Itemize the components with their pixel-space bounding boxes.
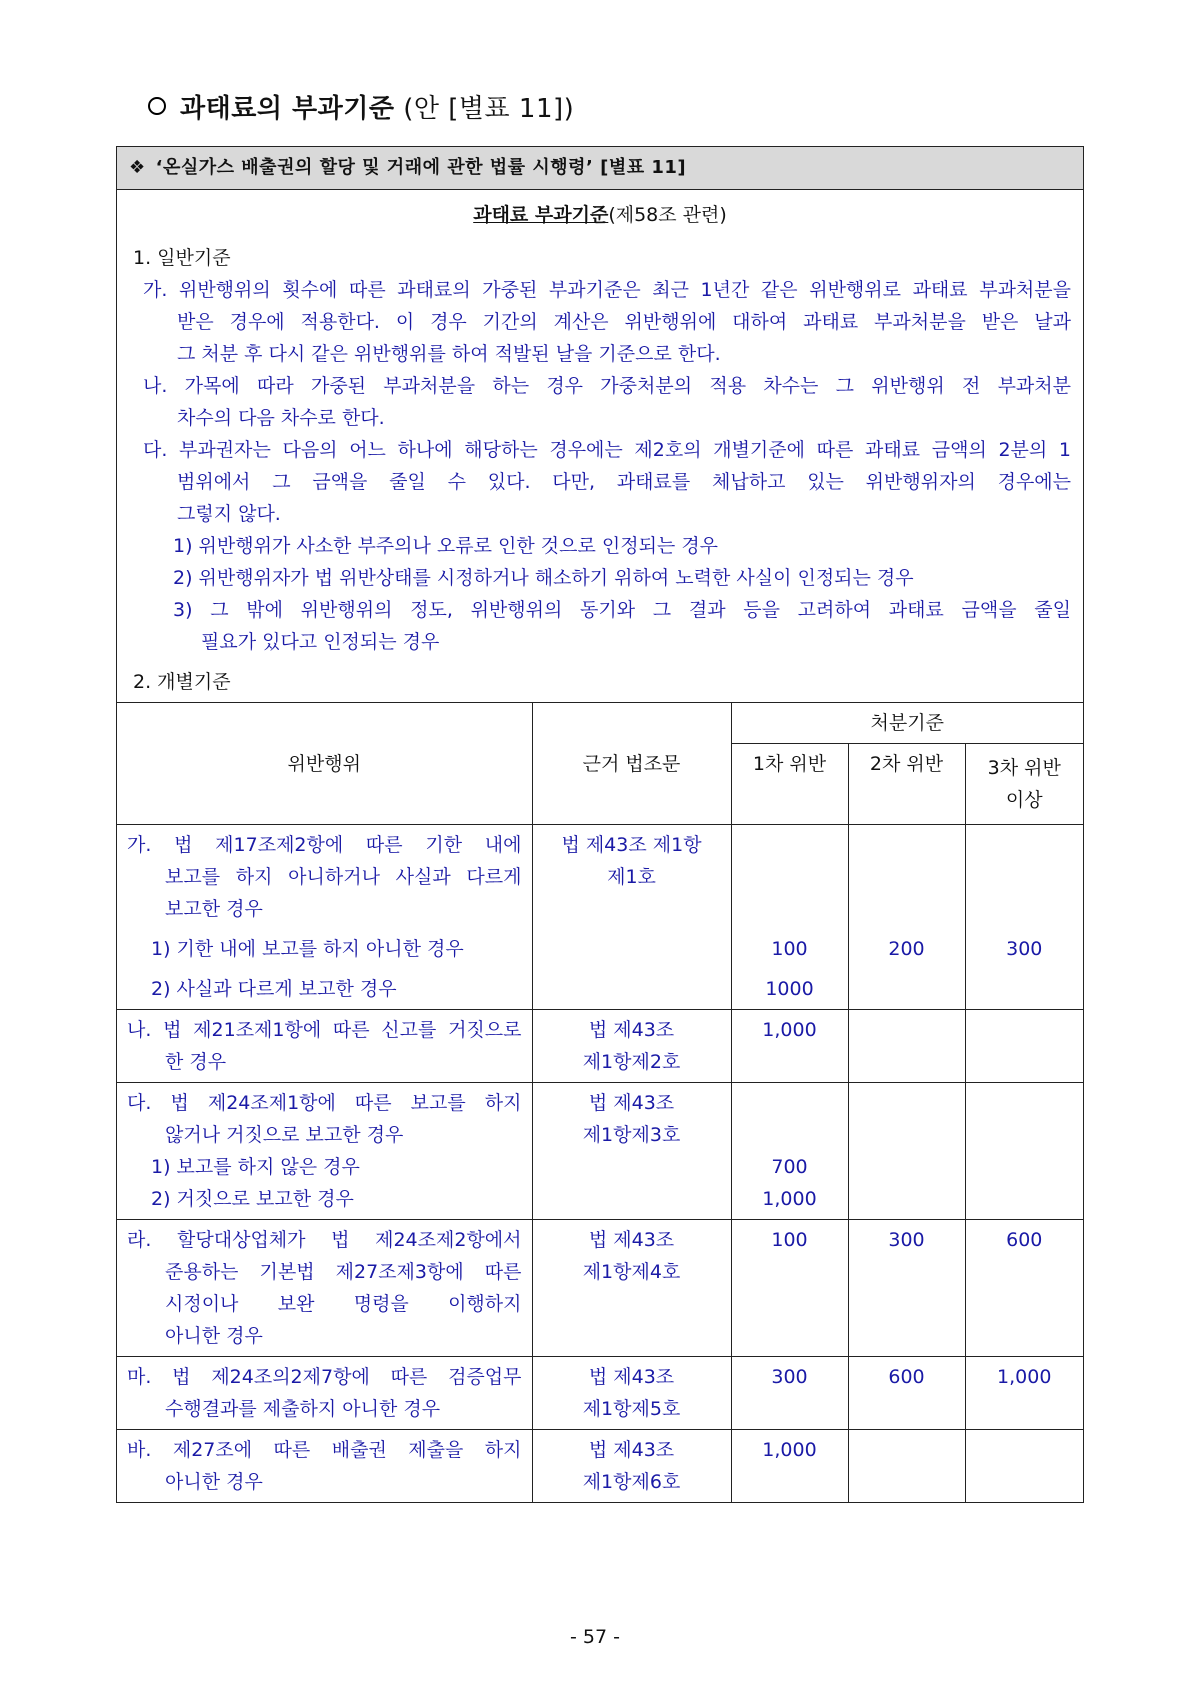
value: 1,000 bbox=[762, 1188, 817, 1210]
general-subitem bbox=[129, 594, 1071, 658]
table-row bbox=[117, 1083, 1083, 1220]
basis-line: 법 제43조 bbox=[588, 1092, 675, 1114]
regulation-box bbox=[116, 146, 1084, 1503]
basis-line: 제1항제5호 bbox=[582, 1398, 681, 1420]
first-cell: 1,000 bbox=[731, 1010, 848, 1083]
section-heading bbox=[148, 88, 574, 125]
table-row bbox=[117, 1220, 1083, 1357]
third-cell bbox=[965, 825, 1083, 1010]
second-cell: 600 bbox=[848, 1357, 965, 1430]
box-title: ‘온실가스 배출권의 할당 및 거래에 관한 법률 시행령’ [별표 11] bbox=[155, 157, 687, 178]
violation-line: 마. 법 제24조의2제7항에 따른 검증업무 bbox=[127, 1366, 522, 1388]
value: 300 bbox=[1006, 938, 1043, 960]
basis-line: 제1호 bbox=[607, 866, 656, 888]
general-subitem bbox=[129, 530, 1071, 562]
basis-cell bbox=[532, 1010, 731, 1083]
criteria-table bbox=[117, 702, 1083, 1502]
second-cell bbox=[848, 1430, 965, 1503]
general-criteria bbox=[117, 242, 1083, 698]
violation-line: 보고한 경우 bbox=[165, 898, 263, 920]
basis-line: 제1항제2호 bbox=[582, 1051, 681, 1073]
item-line: 나. 가목에 따라 가중된 부과처분을 하는 경우 가중처분의 적용 차수는 그 위반행위 전 부과처분 bbox=[143, 375, 1071, 397]
violation-line: 준용하는 기본법 제27조제3항에 따른 bbox=[165, 1261, 522, 1283]
item-line: 그 처분 후 다시 같은 위반행위를 하여 적발된 날을 기준으로 한다. bbox=[177, 343, 721, 365]
third-cell bbox=[965, 1430, 1083, 1503]
second-cell bbox=[848, 1010, 965, 1083]
table-row bbox=[117, 825, 1083, 1010]
subitem-line: 3) 그 밖에 위반행위의 정도, 위반행위의 동기와 그 결과 등을 고려하여 과태료 금액을 줄일 bbox=[173, 599, 1071, 621]
circle-bullet-icon bbox=[148, 97, 166, 115]
table-row bbox=[117, 1010, 1083, 1083]
general-item bbox=[129, 274, 1071, 370]
second-cell bbox=[848, 825, 965, 1010]
basis-line: 법 제43조 bbox=[588, 1439, 675, 1461]
violation-sub: 2) 거짓으로 보고한 경우 bbox=[151, 1188, 354, 1210]
subtitle-ref: (제58조 관련) bbox=[608, 204, 727, 226]
violation-cell bbox=[117, 1010, 532, 1083]
heading-rest: (안 [별표 11]) bbox=[403, 94, 575, 124]
violation-sub: 1) 기한 내에 보고를 하지 아니한 경우 bbox=[151, 938, 464, 960]
basis-line: 제1항제3호 bbox=[582, 1124, 681, 1146]
general-item bbox=[129, 370, 1071, 434]
subitem-line: 1) 위반행위가 사소한 부주의나 오류로 인한 것으로 인정되는 경우 bbox=[173, 535, 719, 557]
third-cell bbox=[965, 1010, 1083, 1083]
table-header-row bbox=[117, 703, 1083, 744]
violation-line: 가. 법 제17조제2항에 따른 기한 내에 bbox=[127, 834, 522, 856]
first-cell bbox=[731, 1083, 848, 1220]
violation-line: 보고를 하지 아니하거나 사실과 다르게 bbox=[165, 866, 522, 888]
second-cell: 300 bbox=[848, 1220, 965, 1357]
violation-cell bbox=[117, 825, 532, 1010]
violation-cell bbox=[117, 1083, 532, 1220]
table-row bbox=[117, 1357, 1083, 1430]
box-title-bar bbox=[117, 147, 1083, 190]
item-line: 차수의 다음 차수로 한다. bbox=[177, 407, 385, 429]
value: 1000 bbox=[765, 978, 814, 1000]
first-cell: 1,000 bbox=[731, 1430, 848, 1503]
header-criteria: 처분기준 bbox=[731, 703, 1083, 744]
violation-cell bbox=[117, 1357, 532, 1430]
basis-line: 법 제43조 bbox=[588, 1229, 675, 1251]
document-subtitle bbox=[117, 200, 1083, 232]
item-line: 범위에서 그 금액을 줄일 수 있다. 다만, 과태료를 체납하고 있는 위반행위자의 경우에는 bbox=[177, 471, 1071, 493]
third-cell bbox=[965, 1083, 1083, 1220]
basis-cell bbox=[532, 1220, 731, 1357]
general-header: 1. 일반기준 bbox=[133, 247, 231, 269]
violation-line: 시정이나 보완 명령을 이행하지 bbox=[165, 1293, 522, 1315]
diamond-bullet-icon: ❖ bbox=[129, 157, 146, 178]
violation-line: 바. 제27조에 따른 배출권 제출을 하지 bbox=[127, 1439, 522, 1461]
first-cell: 100 bbox=[731, 1220, 848, 1357]
item-line: 그렇지 않다. bbox=[177, 503, 281, 525]
third-cell: 1,000 bbox=[965, 1357, 1083, 1430]
item-line: 가. 위반행위의 횟수에 따른 과태료의 가중된 부과기준은 최근 1년간 같은 위반행위로 과태료 부과처분을 bbox=[143, 279, 1071, 301]
violation-sub: 1) 보고를 하지 않은 경우 bbox=[151, 1156, 360, 1178]
item-line: 다. 부과권자는 다음의 어느 하나에 해당하는 경우에는 제2호의 개별기준에 따른 과태료 금액의 2분의 1 bbox=[143, 439, 1071, 461]
header-second: 2차 위반 bbox=[848, 744, 965, 825]
basis-cell bbox=[532, 1430, 731, 1503]
individual-header: 2. 개별기준 bbox=[133, 671, 231, 693]
value: 700 bbox=[771, 1156, 808, 1178]
basis-line: 법 제43조 제1항 bbox=[561, 834, 702, 856]
violation-line: 않거나 거짓으로 보고한 경우 bbox=[165, 1124, 404, 1146]
violation-line: 다. 법 제24조제1항에 따른 보고를 하지 bbox=[127, 1092, 522, 1114]
first-cell bbox=[731, 825, 848, 1010]
page-number: - 57 - bbox=[570, 1626, 620, 1648]
violation-line: 라. 할당대상업체가 법 제24조제2항에서 bbox=[127, 1229, 522, 1251]
violation-line: 나. 법 제21조제1항에 따른 신고를 거짓으로 bbox=[127, 1019, 522, 1041]
third-cell: 600 bbox=[965, 1220, 1083, 1357]
header-first: 1차 위반 bbox=[731, 744, 848, 825]
header-third: 3차 위반 이상 bbox=[965, 744, 1083, 825]
header-violation: 위반행위 bbox=[117, 703, 532, 825]
violation-line: 아니한 경우 bbox=[165, 1471, 263, 1493]
basis-line: 제1항제6호 bbox=[582, 1471, 681, 1493]
heading-bold: 과태료의 부과기준 bbox=[180, 94, 395, 124]
basis-line: 법 제43조 bbox=[588, 1019, 675, 1041]
basis-cell bbox=[532, 825, 731, 1010]
violation-line: 수행결과를 제출하지 아니한 경우 bbox=[165, 1398, 441, 1420]
header-basis: 근거 법조문 bbox=[532, 703, 731, 825]
value: 200 bbox=[888, 938, 925, 960]
general-subitem bbox=[129, 562, 1071, 594]
subitem-line: 필요가 있다고 인정되는 경우 bbox=[201, 631, 440, 653]
violation-line: 아니한 경우 bbox=[165, 1325, 263, 1347]
violation-sub: 2) 사실과 다르게 보고한 경우 bbox=[151, 978, 397, 1000]
basis-line: 제1항제4호 bbox=[582, 1261, 681, 1283]
subtitle-main: 과태료 부과기준 bbox=[473, 204, 609, 226]
basis-cell bbox=[532, 1083, 731, 1220]
value: 100 bbox=[771, 938, 808, 960]
violation-line: 한 경우 bbox=[165, 1051, 227, 1073]
basis-cell bbox=[532, 1357, 731, 1430]
table-row bbox=[117, 1430, 1083, 1503]
basis-line: 법 제43조 bbox=[588, 1366, 675, 1388]
violation-cell bbox=[117, 1220, 532, 1357]
violation-cell bbox=[117, 1430, 532, 1503]
general-item bbox=[129, 434, 1071, 530]
second-cell bbox=[848, 1083, 965, 1220]
item-line: 받은 경우에 적용한다. 이 경우 기간의 계산은 위반행위에 대하여 과태료 부과처분을 받은 날과 bbox=[177, 311, 1071, 333]
first-cell: 300 bbox=[731, 1357, 848, 1430]
subitem-line: 2) 위반행위자가 법 위반상태를 시정하거나 해소하기 위하여 노력한 사실이 인정되는 경우 bbox=[173, 567, 914, 589]
